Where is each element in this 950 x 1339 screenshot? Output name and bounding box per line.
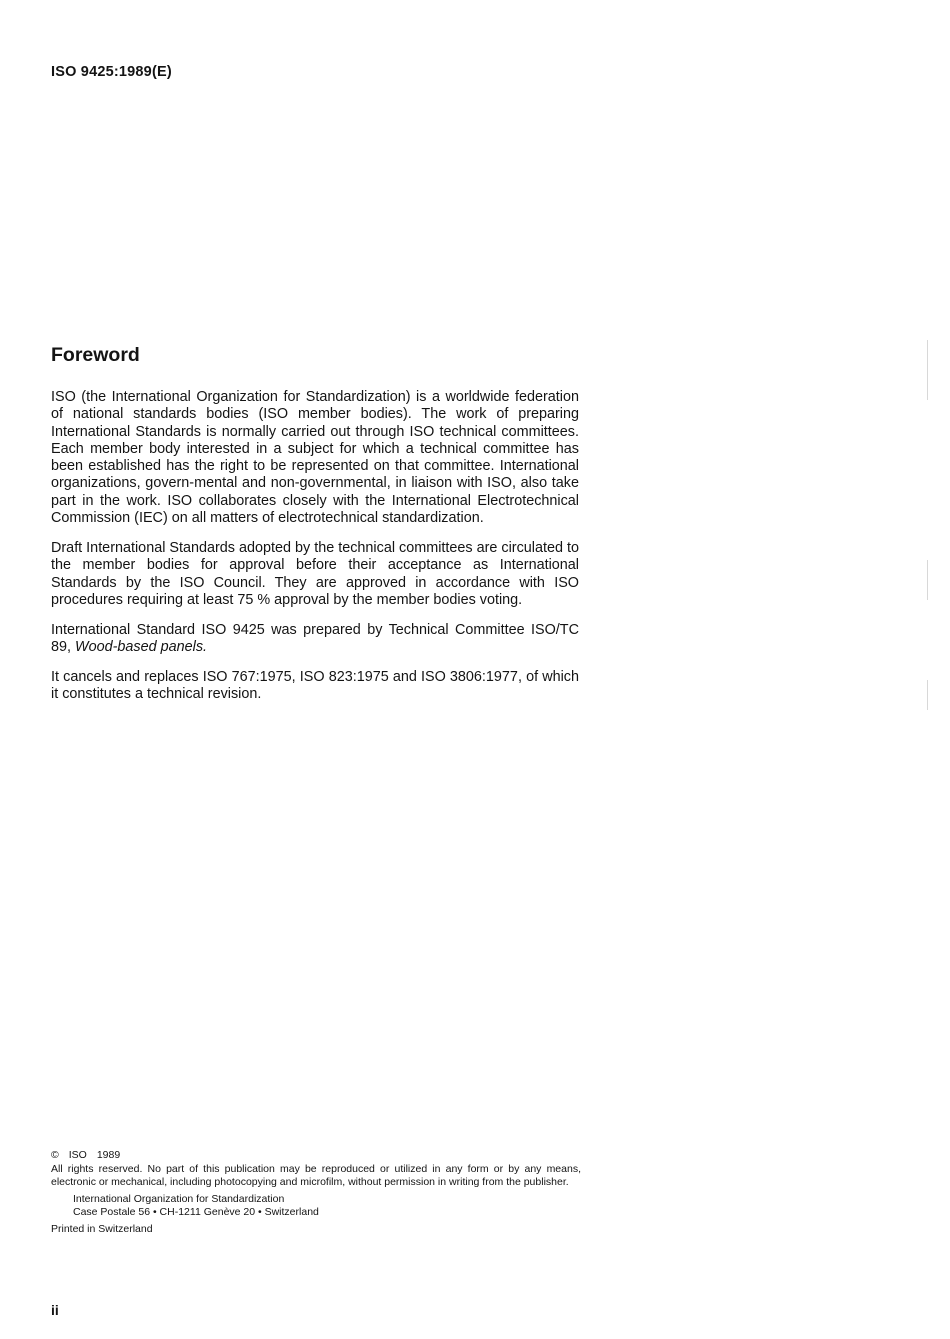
foreword-body [51, 389, 579, 716]
address-line-1: International Organization for Standardization [73, 1192, 285, 1205]
copyright-year: 1989 [96, 1149, 121, 1161]
copyright-notice [51, 1149, 581, 1237]
foreword-paragraph-4: It cancels and replaces ISO 767:1975, ISO 823:1975 and ISO 3806:1977, of which it constitutes a technical revision. [51, 668, 579, 703]
foreword-paragraph-2: Draft International Standards adopted by the technical committees are circulated to the member bodies for approval before their acceptance as International Standards by the ISO Council. They are approved in accordance with ISO procedures requiring at least 75 % approval by the member bodies voting. [51, 539, 579, 608]
printed-in: Printed in Switzerland [51, 1222, 153, 1235]
copyright-symbol: © [51, 1149, 59, 1161]
scan-edge-mark [927, 340, 928, 400]
page-number: ii [51, 1302, 59, 1318]
foreword-paragraph-3 [51, 622, 579, 657]
committee-title: Wood-based panels. [75, 639, 208, 656]
foreword-paragraph-3-text: International Standard ISO 9425 was prepared by Technical Committee ISO/TC 89, [51, 621, 579, 656]
foreword-heading: Foreword [51, 344, 140, 366]
rights-statement: All rights reserved. No part of this publication may be reproduced or utilized in any form or by any means, electronic or mechanical, including photocopying and microfilm, without permission in writing from the publisher. [51, 1162, 581, 1189]
foreword-paragraph-1: ISO (the International Organization for Standardization) is a worldwide federation of national standards bodies (ISO member bodies). The work of preparing International Standards is normally carried out through ISO technical committees. Each member body interested in a subject for which a technical committee has been established has the right to be represented on that committee. International organizations, govern-mental and non-governmental, in liaison with ISO, also take part in the work. ISO collaborates closely with the International Electrotechnical Commission (IEC) on all matters of electrotechnical standardization. [51, 389, 579, 527]
address-line-2: Case Postale 56 • CH-1211 Genève 20 • Switzerland [73, 1206, 319, 1219]
copyright-org: ISO [68, 1149, 87, 1161]
scan-edge-mark [927, 680, 928, 710]
document-identifier: ISO 9425:1989(E) [51, 64, 172, 80]
scan-edge-mark [927, 560, 928, 600]
copyright-line [51, 1149, 581, 1163]
publisher-address [73, 1193, 581, 1220]
